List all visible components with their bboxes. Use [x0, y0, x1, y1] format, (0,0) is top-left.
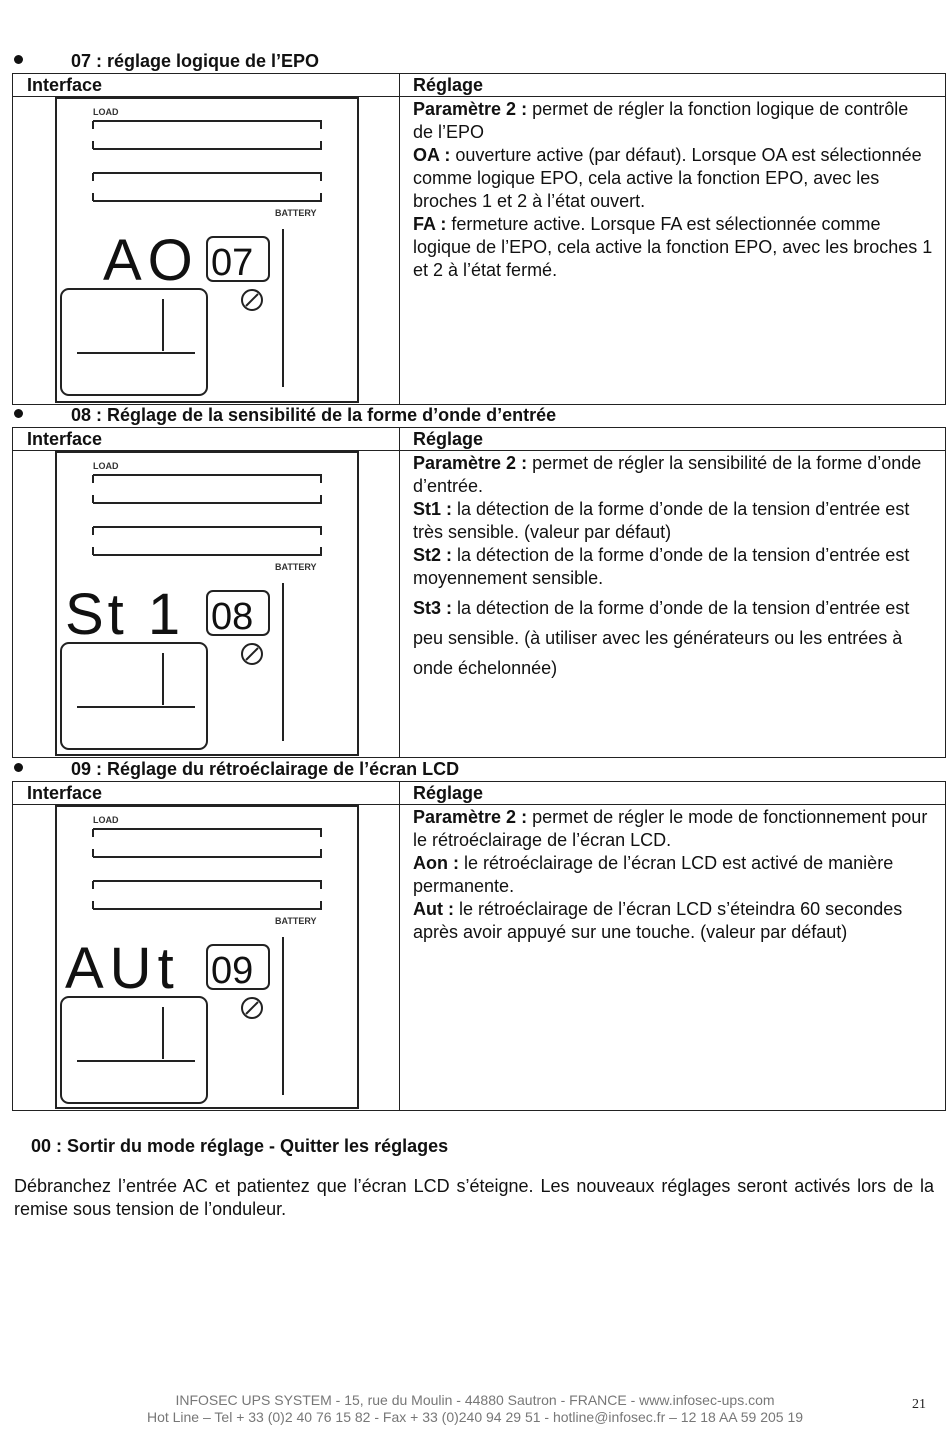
- column-header-reglage: Réglage: [400, 428, 946, 451]
- lcd-code: 07: [211, 242, 254, 284]
- lcd-code: 09: [211, 950, 254, 992]
- column-header-reglage: Réglage: [400, 74, 946, 97]
- lcd-code: 08: [211, 596, 254, 638]
- description-line: Paramètre 2 : permet de régler la fonction logique de contrôle de l’EPO: [413, 99, 909, 142]
- description-line: Paramètre 2 : permet de régler le mode de fonctionnement pour le rétroéclairage de l’écran LCD.: [413, 807, 928, 850]
- column-header-interface: Interface: [13, 782, 400, 805]
- section-title: 07 : réglage logique de l’EPO: [14, 50, 319, 72]
- lcd-cell: [13, 97, 400, 405]
- lcd-cell: [13, 451, 400, 758]
- column-header-interface: Interface: [13, 428, 400, 451]
- lcd-main-text: St 1: [65, 582, 185, 647]
- battery-label: BATTERY: [275, 562, 317, 572]
- load-label: LOAD: [93, 815, 119, 825]
- bullet-icon: [14, 409, 23, 418]
- description-line: Aut : le rétroéclairage de l’écran LCD s’éteindra 60 secondes après avoir appuyé sur une touche. (valeur par défaut): [413, 899, 903, 942]
- load-label: LOAD: [93, 461, 119, 471]
- column-header-reglage: Réglage: [400, 782, 946, 805]
- description-line: St2 : la détection de la forme d’onde de la tension d’entrée est moyennement sensible.: [413, 545, 910, 588]
- page-number: 21: [912, 1397, 926, 1412]
- lcd-cell: [13, 805, 400, 1111]
- settings-table: [12, 427, 946, 758]
- load-label: LOAD: [93, 107, 119, 117]
- bullet-icon: [14, 763, 23, 772]
- footer-address: INFOSEC UPS SYSTEM - 15, rue du Moulin - 44880 Sautron - FRANCE - www.infosec-ups.com: [175, 1392, 775, 1408]
- settings-table: [12, 781, 946, 1111]
- description-line: Paramètre 2 : permet de régler la sensibilité de la forme d’onde d’entrée.: [413, 453, 922, 496]
- lcd-display: [55, 805, 359, 1109]
- section-title: 08 : Réglage de la sensibilité de la forme d’onde d’entrée: [14, 404, 556, 426]
- description-line: FA : fermeture active. Lorsque FA est sélectionnée comme logique de l’EPO, cela active la fonction EPO, avec les broches 1 et 2 à l’état fermé.: [413, 214, 933, 280]
- exit-title: 00 : Sortir du mode réglage - Quitter les réglages: [31, 1136, 449, 1156]
- column-header-interface: Interface: [13, 74, 400, 97]
- lcd-display: [55, 97, 359, 403]
- battery-label: BATTERY: [275, 916, 317, 926]
- bullet-icon: [14, 55, 23, 64]
- lcd-main-text: AO: [103, 228, 199, 293]
- description-line: St1 : la détection de la forme d’onde de la tension d’entrée est très sensible. (valeur par défaut): [413, 499, 910, 542]
- description-cell: [400, 805, 946, 1111]
- lcd-main-text: AUt: [65, 936, 180, 1001]
- description-cell: [400, 451, 946, 758]
- description-line: Aon : le rétroéclairage de l’écran LCD est activé de manière permanente.: [413, 853, 894, 896]
- description-line: St3 : la détection de la forme d’onde de la tension d’entrée est peu sensible. (à utiliser avec les générateurs ou les entrées à onde échelonnée): [413, 598, 910, 678]
- battery-label: BATTERY: [275, 208, 317, 218]
- section-title: 09 : Réglage du rétroéclairage de l’écran LCD: [14, 758, 459, 780]
- description-cell: [400, 97, 946, 405]
- exit-body: Débranchez l’entrée AC et patientez que l’écran LCD s’éteigne. Les nouveaux réglages seront activés lors de la remise sous tension de l’onduleur.: [14, 1176, 934, 1219]
- settings-table: [12, 73, 946, 405]
- description-line: OA : ouverture active (par défaut). Lorsque OA est sélectionnée comme logique EPO, cela active la fonction EPO, avec les broches 1 et 2 à l’état ouvert.: [413, 145, 922, 211]
- lcd-display: [55, 451, 359, 756]
- footer-contact: Hot Line – Tel + 33 (0)2 40 76 15 82 - Fax + 33 (0)240 94 29 51 - hotline@infosec.fr – 12 18 AA 59 205 19: [146, 1409, 804, 1425]
